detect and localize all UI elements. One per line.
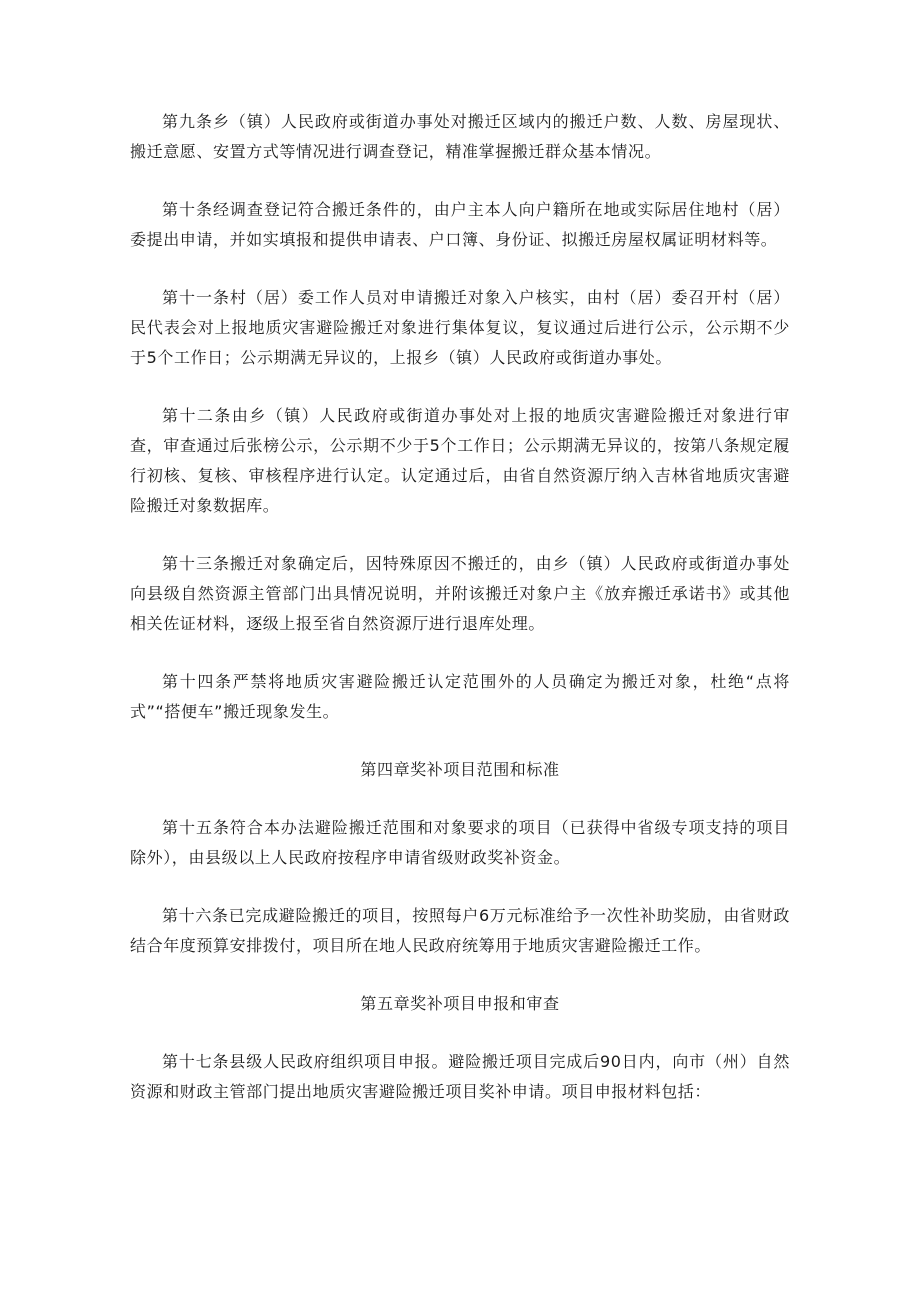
article-13: 第十三条搬迁对象确定后，因特殊原因不搬迁的，由乡（镇）人民政府或街道办事处向县级自然资源主管部门出具情况说明，并附该搬迁对象户主《放弃搬迁承诺书》或其他相关佐证材料，逐级上报至省自然资源厅进行退库处理。 <box>130 554 790 633</box>
chapter-4-heading: 第四章奖补项目范围和标准 <box>360 760 560 779</box>
article-16: 第十六条已完成避险搬迁的项目，按照每户6万元标准给予一次性补助奖励，由省财政结合年度预算安排拨付，项目所在地人民政府统筹用于地质灾害避险搬迁工作。 <box>130 906 790 955</box>
article-15: 第十五条符合本办法避险搬迁范围和对象要求的项目（已获得中省级专项支持的项目除外），由县级以上人民政府按程序申请省级财政奖补资金。 <box>130 818 790 867</box>
chapter-5-heading: 第五章奖补项目申报和审查 <box>360 994 560 1013</box>
document-page <box>130 107 790 1135</box>
article-14: 第十四条严禁将地质灾害避险搬迁认定范围外的人员确定为搬迁对象，杜绝“点将式”“搭便车”搬迁现象发生。 <box>130 672 790 721</box>
article-12: 第十二条由乡（镇）人民政府或街道办事处对上报的地质灾害避险搬迁对象进行审查，审查通过后张榜公示，公示期不少于5个工作日；公示期满无异议的，按第八条规定履行初核、复核、审核程序进行认定。认定通过后，由省自然资源厅纳入吉林省地质灾害避险搬迁对象数据库。 <box>130 406 790 515</box>
article-11: 第十一条村（居）委工作人员对申请搬迁对象入户核实，由村（居）委召开村（居）民代表会对上报地质灾害避险搬迁对象进行集体复议，复议通过后进行公示，公示期不少于5个工作日；公示期满无异议的，上报乡（镇）人民政府或街道办事处。 <box>130 288 790 367</box>
article-9: 第九条乡（镇）人民政府或街道办事处对搬迁区域内的搬迁户数、人数、房屋现状、搬迁意愿、安置方式等情况进行调查登记，精准掌握搬迁群众基本情况。 <box>130 112 790 161</box>
article-10: 第十条经调查登记符合搬迁条件的，由户主本人向户籍所在地或实际居住地村（居）委提出申请，并如实填报和提供申请表、户口簿、身份证、拟搬迁房屋权属证明材料等。 <box>130 200 790 249</box>
article-17: 第十七条县级人民政府组织项目申报。避险搬迁项目完成后90日内，向市（州）自然资源和财政主管部门提出地质灾害避险搬迁项目奖补申请。项目申报材料包括： <box>130 1052 790 1101</box>
